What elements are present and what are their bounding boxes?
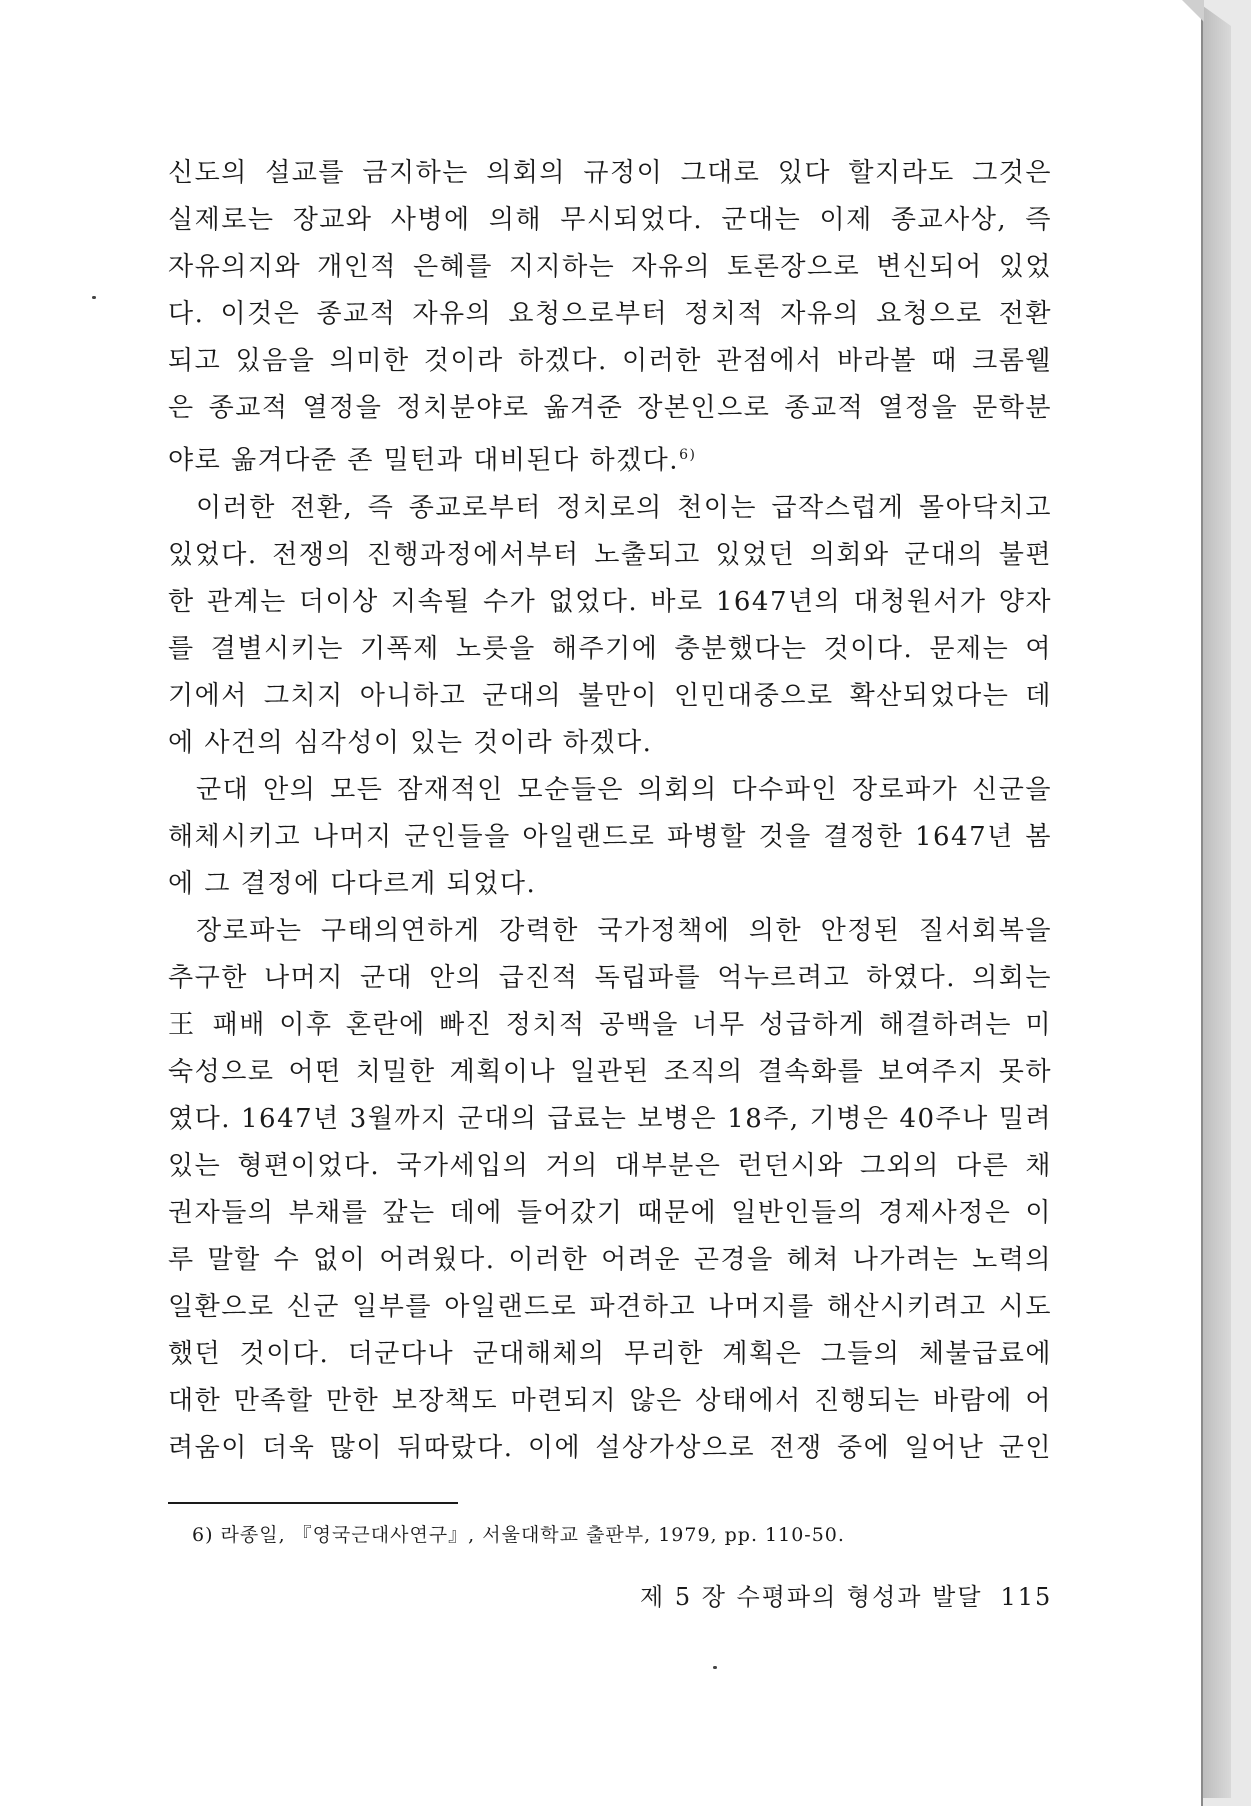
stray-ink-mark (92, 296, 96, 299)
text-line: 에 사건의 심각성이 있는 것이라 하겠다. (168, 727, 653, 758)
footnote-reference: 6) (679, 447, 697, 463)
text-line: 신도의 설교를 금지하는 의회의 규정이 그대로 있다 할지라도 그것은 (168, 158, 1052, 188)
text-line: 에 그 결정에 다다르게 되었다. (168, 868, 537, 899)
text-line: 했던 것이다. 더군다나 군대해체의 무리한 계획은 그들의 체불급료에 (168, 1338, 1052, 1369)
paragraph-1 (168, 150, 1052, 485)
text-line: 해체시키고 나머지 군인들을 아일랜드로 파병할 것을 결정한 1647년 봄 (168, 821, 1052, 852)
text-line: 이러한 전환, 즉 종교로부터 정치로의 천이는 급작스럽게 몰아닥치고 (196, 492, 1052, 523)
text-line: 한 관계는 더이상 지속될 수가 없었다. 바로 1647년의 대청원서가 양자 (168, 586, 1052, 617)
text-line: 은 종교적 열정을 정치분야로 옮겨준 장본인으로 종교적 열정을 문학분 (168, 393, 1052, 423)
chapter-title: 제 5 장 수평파의 형성과 발달 (640, 1583, 983, 1611)
text-line: 대한 만족할 만한 보장책도 마련되지 않은 상태에서 진행되는 바람에 어 (168, 1385, 1052, 1416)
text-line: 다. 이것은 종교적 자유의 요청으로부터 정치적 자유의 요청으로 전환 (168, 299, 1052, 329)
footnote: 6) 라종일, 『영국근대사연구』, 서울대학교 출판부, 1979, pp. 110-50. (192, 1524, 845, 1546)
text-line: 있는 형편이었다. 국가세입의 거의 대부분은 런던시와 그외의 다른 채 (168, 1150, 1052, 1181)
text-line: 였다. 1647년 3월까지 군대의 급료는 보병은 18주, 기병은 40주나 밀려 (168, 1103, 1052, 1134)
text-line: 자유의지와 개인적 은혜를 지지하는 자유의 토론장으로 변신되어 있었 (168, 252, 1052, 282)
text-line: 실제로는 장교와 사병에 의해 무시되었다. 군대는 이제 종교사상, 즉 (168, 205, 1052, 235)
text-line: 추구한 나머지 군대 안의 급진적 독립파를 억누르려고 하였다. 의회는 (168, 962, 1052, 993)
paragraph-2 (168, 485, 1052, 767)
footnote-divider (168, 1502, 458, 1504)
text-line: 王 패배 이후 혼란에 빠진 정치적 공백을 너무 성급하게 해결하려는 미 (168, 1009, 1052, 1040)
page-edge-shadow (1203, 6, 1231, 1798)
text-line (168, 432, 1052, 485)
running-footer (640, 1577, 1052, 1612)
text-line: 권자들의 부채를 갚는 데에 들어갔기 때문에 일반인들의 경제사정은 이 (168, 1197, 1052, 1228)
text-line: 장로파는 구태의연하게 강력한 국가정책에 의한 안정된 질서회복을 (196, 915, 1052, 946)
text-line: 숙성으로 어떤 치밀한 계획이나 일관된 조직의 결속화를 보여주지 못하 (168, 1056, 1052, 1087)
text-line: 되고 있음을 의미한 것이라 하겠다. 이러한 관점에서 바라볼 때 크롬웰 (168, 346, 1052, 376)
text-line: 기에서 그치지 아니하고 군대의 불만이 인민대중으로 확산되었다는 데 (168, 680, 1052, 711)
text-line: 를 결별시키는 기폭제 노릇을 해주기에 충분했다는 것이다. 문제는 여 (168, 633, 1052, 664)
text-line: 려움이 더욱 많이 뒤따랐다. 이에 설상가상으로 전쟁 중에 일어난 군인 (168, 1432, 1052, 1463)
page-corner-fold (1182, 0, 1204, 22)
text-line: 루 말할 수 없이 어려웠다. 이러한 어려운 곤경을 헤쳐 나가려는 노력의 (168, 1244, 1052, 1275)
page-number: 115 (1000, 1583, 1053, 1611)
text-line-content: 야로 옮겨다준 존 밀턴과 대비된다 하겠다. (168, 445, 680, 476)
text-line: 일환으로 신군 일부를 아일랜드로 파견하고 나머지를 해산시키려고 시도 (168, 1291, 1052, 1322)
body-text (168, 150, 1052, 1472)
text-line: 있었다. 전쟁의 진행과정에서부터 노출되고 있었던 의회와 군대의 불편 (168, 539, 1052, 570)
paragraph-3 (168, 767, 1052, 908)
text-line: 군대 안의 모든 잠재적인 모순들은 의회의 다수파인 장로파가 신군을 (196, 774, 1052, 805)
stray-ink-mark (713, 1666, 717, 1669)
paragraph-4 (168, 908, 1052, 1472)
